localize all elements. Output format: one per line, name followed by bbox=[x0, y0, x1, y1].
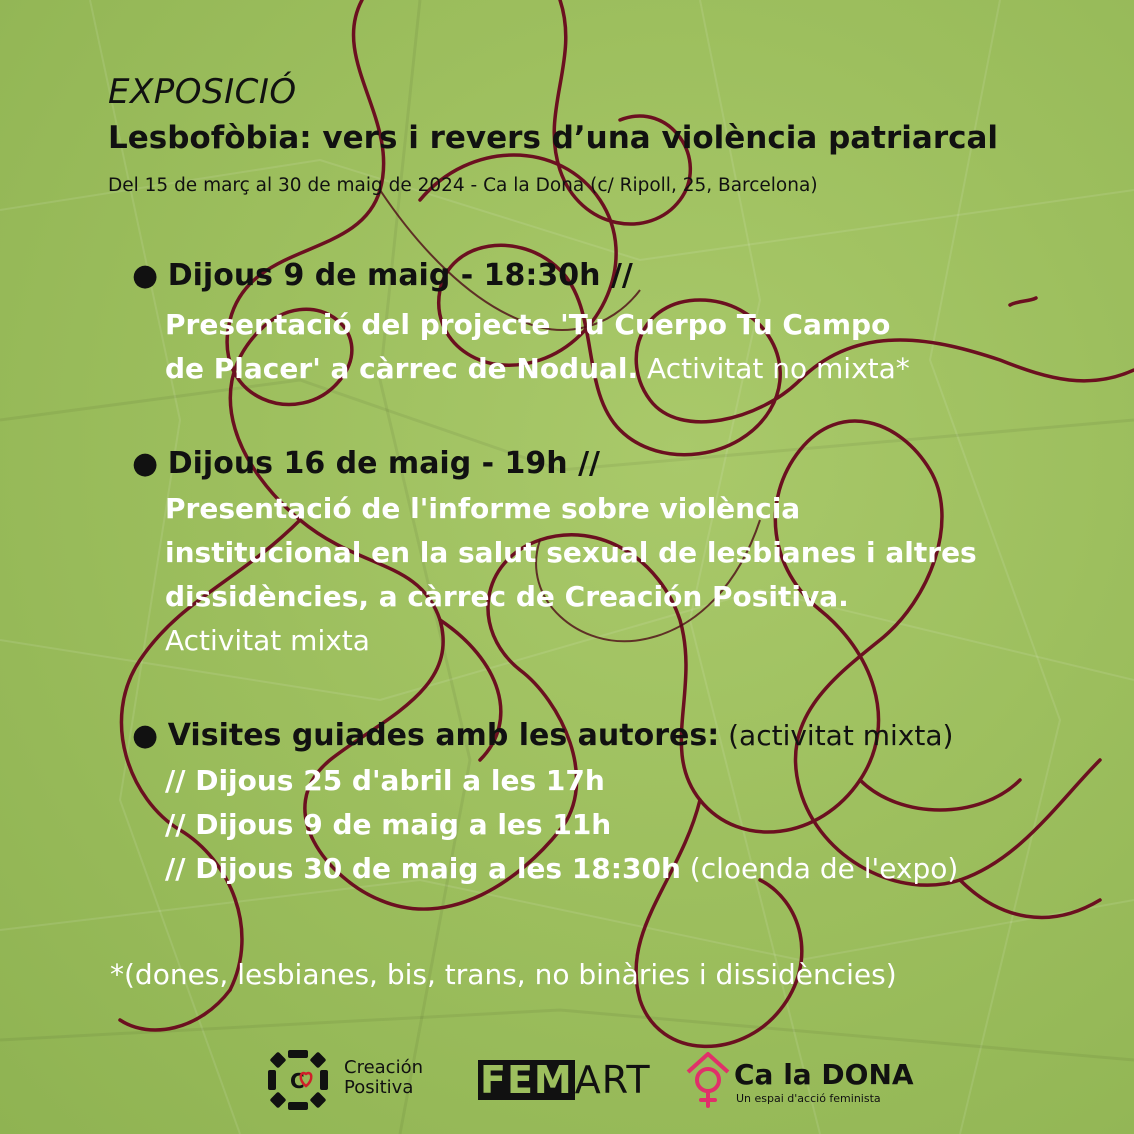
exhibition-dates-venue: Del 15 de març al 30 de maig de 2024 - Ca la Dona (c/ Ripoll, 25, Barcelona) bbox=[108, 175, 818, 196]
event-1-description-line-1 bbox=[165, 308, 890, 341]
guided-visits-title: Visites guiades amb les autores: bbox=[167, 718, 720, 753]
event-2-description-line-1 bbox=[165, 492, 800, 525]
guided-visit-date-1 bbox=[165, 764, 605, 797]
exhibition-label: EXPOSICIÓ bbox=[108, 72, 297, 112]
ca-la-dona-house-venus-icon bbox=[684, 1050, 732, 1112]
ca-la-dona-tagline: Un espai d'acció feminista bbox=[736, 1092, 881, 1105]
ca-la-dona-wordmark: Ca la DONA bbox=[734, 1058, 914, 1091]
bullet-icon: ● bbox=[132, 258, 159, 293]
guided-visit-date-3-text: // Dijous 30 de maig a les 18:30h bbox=[165, 852, 681, 885]
creacion-positiva-emblem-icon bbox=[266, 1048, 330, 1112]
creacion-positiva-logo bbox=[266, 1048, 446, 1112]
event-1-heading bbox=[132, 258, 633, 293]
guided-visit-date-2-text: // Dijous 9 de maig a les 11h bbox=[165, 808, 612, 841]
event-1-description-line-2 bbox=[165, 352, 910, 385]
femart-logo bbox=[478, 1060, 651, 1100]
ca-la-dona-logo bbox=[684, 1050, 914, 1112]
guided-visits-activity-type: (activitat mixta) bbox=[719, 719, 954, 752]
footnote: *(dones, lesbianes, bis, trans, no binàries i dissidències) bbox=[110, 958, 897, 991]
svg-text:C: C bbox=[290, 1069, 305, 1093]
event-2-activity-type: Activitat mixta bbox=[165, 624, 370, 657]
creacion-positiva-line-1: Creación bbox=[344, 1057, 423, 1078]
guided-visits-heading bbox=[132, 718, 953, 753]
creacion-positiva-wordmark bbox=[344, 1058, 423, 1098]
bullet-icon: ● bbox=[132, 446, 159, 481]
event-2-description-line-3 bbox=[165, 580, 849, 613]
event-1-date-time: Dijous 9 de maig - 18:30h // bbox=[167, 258, 633, 293]
guided-visit-date-3 bbox=[165, 852, 958, 885]
event-2-date-time: Dijous 16 de maig - 19h // bbox=[167, 446, 600, 481]
event-2-description-line-2 bbox=[165, 536, 977, 569]
event-2-heading bbox=[132, 446, 600, 481]
exhibition-title: Lesbofòbia: vers i revers d’una violència patriarcal bbox=[108, 120, 999, 156]
event-1-desc-line-1-text: Presentació del projecte 'Tu Cuerpo Tu Campo bbox=[165, 308, 891, 341]
femart-logo-fem: FEM bbox=[480, 1058, 573, 1102]
guided-visit-date-1-text: // Dijous 25 d'abril a les 17h bbox=[165, 764, 605, 797]
bullet-icon: ● bbox=[132, 718, 159, 753]
event-1-desc-line-2-text: de Placer' a càrrec de Nodual. bbox=[165, 352, 639, 385]
event-2-desc-line-1-text: Presentació de l'informe sobre violència bbox=[165, 492, 801, 525]
event-2-desc-line-3-text: dissidències, a càrrec de Creación Positiva. bbox=[165, 580, 849, 613]
creacion-positiva-line-2: Positiva bbox=[344, 1077, 414, 1098]
event-2-desc-line-2-text: institucional en la salut sexual de lesbianes i altres bbox=[165, 536, 977, 569]
guided-visit-date-2 bbox=[165, 808, 611, 841]
event-1-activity-type: Activitat no mixta* bbox=[638, 352, 910, 385]
guided-visit-date-3-note: (cloenda de l'expo) bbox=[680, 852, 959, 885]
femart-logo-art: ART bbox=[574, 1058, 651, 1102]
